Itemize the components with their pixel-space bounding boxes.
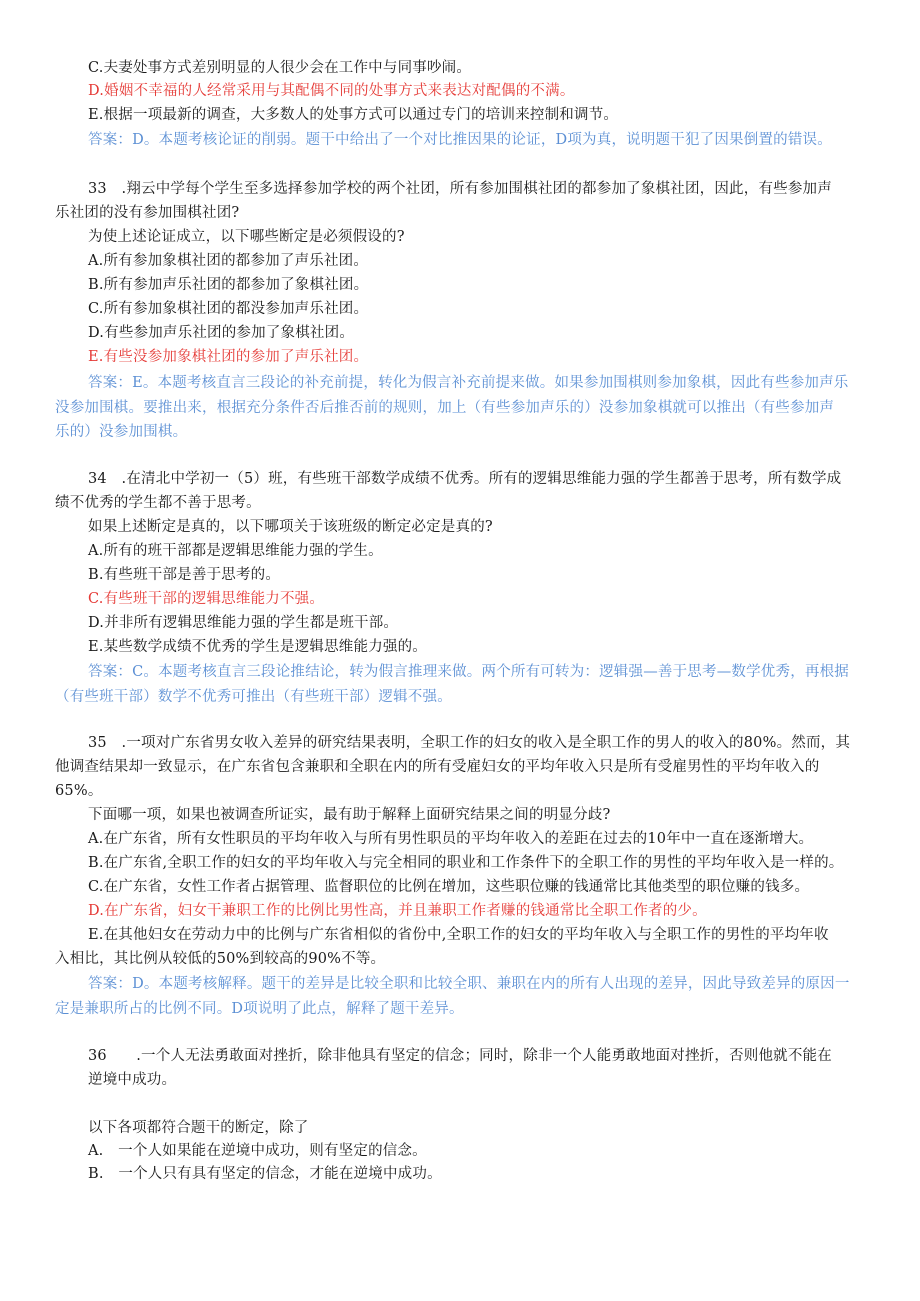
q36-option-b: B. 一个人只有具有坚定的信念，才能在逆境中成功。 [88,1166,442,1182]
q36-question: 以下各项都符合题干的断定，除了 [88,1120,309,1136]
q33-question: 为使上述论证成立，以下哪些断定是必须假设的? [88,229,405,245]
q33-option-b: B.所有参加声乐社团的都参加了象棋社团。 [88,277,369,293]
q32-option-c: C.夫妻处事方式差别明显的人很少会在工作中与同事吵闹。 [88,60,472,76]
q35-option-c: C.在广东省，女性工作者占据管理、监督职位的比例在增加，这些职位赚的钱通常比其他类型的职位赚的钱多。 [88,879,810,895]
q32-answer: 答案：D。本题考核论证的削弱。题干中给出了一个对比推因果的论证，D项为真，说明题干犯了因果倒置的错误。 [88,132,832,148]
q33-answer-line3: 乐的）没参加围棋。 [55,424,188,440]
q35-question: 下面哪一项，如果也被调查所证实，最有助于解释上面研究结果之间的明显分歧? [88,807,611,823]
q35-stem-line2: 他调查结果却一致显示，在广东省包含兼职和全职在内的所有受雇妇女的平均年收入只是所有受雇男性的平均年收入的 [55,759,820,775]
q35-option-a: A.在广东省，所有女性职员的平均年收入与所有男性职员的平均年收入的差距在过去的10年中一直在逐渐增大。 [88,831,814,847]
q34-stem-line2: 绩不优秀的学生都不善于思考。 [55,495,261,511]
q33-answer-line1: 答案：E。本题考核直言三段论的补充前提，转化为假言补充前提来做。如果参加围棋则参加象棋，因此有些参加声乐 [88,375,849,391]
q34-answer-line1: 答案：C。本题考核直言三段论推结论，转为假言推理来做。两个所有可转为：逻辑强—善于思考—数学优秀，再根据 [88,664,849,680]
q34-answer-line2: （有些班干部）数学不优秀可推出（有些班干部）逻辑不强。 [55,689,452,705]
q34-question: 如果上述断定是真的，以下哪项关于该班级的断定必定是真的? [88,519,493,535]
q35-answer-line2: 定是兼职所占的比例不同。D项说明了此点，解释了题干差异。 [55,1001,464,1017]
q33-option-c: C.所有参加象棋社团的都没参加声乐社团。 [88,301,369,317]
q36-option-a: A. 一个人如果能在逆境中成功，则有坚定的信念。 [88,1143,427,1159]
q35-answer-line1: 答案：D。本题考核解释。题干的差异是比较全职和比较全职、兼职在内的所有人出现的差异，因此导致差异的原因一 [88,976,850,992]
q34-option-e: E.某些数学成绩不优秀的学生是逻辑思维能力强的。 [88,639,427,655]
q35-stem-line3: 65%。 [55,783,103,799]
q33-option-d: D.有些参加声乐社团的参加了象棋社团。 [88,325,355,341]
q36-stem-line1: 36 .一个人无法勇敢面对挫折，除非他具有坚定的信念；同时，除非一个人能勇敢地面对挫折，否则他就不能在 [88,1048,832,1064]
q35-stem-line1: 35 .一项对广东省男女收入差异的研究结果表明，全职工作的妇女的收入是全职工作的男人的收入的80%。然而，其 [88,735,851,751]
q32-option-e: E.根据一项最新的调查，大多数人的处事方式可以通过专门的培训来控制和调节。 [88,107,619,123]
q34-stem-line1: 34 .在清北中学初一（5）班，有些班干部数学成绩不优秀。所有的逻辑思维能力强的学生都善于思考，所有数学成 [88,471,842,487]
q35-option-e-line2: 入相比，其比例从较低的50%到较高的90%不等。 [55,951,386,967]
q34-option-c-correct: C.有些班干部的逻辑思维能力不强。 [88,591,325,607]
q33-stem-line2: 乐社团的没有参加围棋社团? [55,205,240,221]
q35-option-d-correct: D.在广东省，妇女干兼职工作的比例比男性高，并且兼职工作者赚的钱通常比全职工作者的少。 [88,903,707,919]
q34-option-a: A.所有的班干部都是逻辑思维能力强的学生。 [88,543,383,559]
q33-option-e-correct: E.有些没参加象棋社团的参加了声乐社团。 [88,349,369,365]
q33-option-a: A.所有参加象棋社团的都参加了声乐社团。 [88,253,369,269]
q36-stem-line2: 逆境中成功。 [88,1072,177,1088]
q34-option-b: B.有些班干部是善于思考的。 [88,567,281,583]
q35-option-e-line1: E.在其他妇女在劳动力中的比例与广东省相似的省份中,全职工作的妇女的平均年收入与全职工作的男性的平均年收 [88,927,829,943]
q33-answer-line2: 没参加围棋。要推出来，根据充分条件否后推否前的规则，加上（有些参加声乐的）没参加象棋就可以推出（有些参加声 [55,400,835,416]
q35-option-b: B.在广东省,全职工作的妇女的平均年收入与完全相同的职业和工作条件下的全职工作的男性的平均年收入是一样的。 [88,855,844,871]
q34-option-d: D.并非所有逻辑思维能力强的学生都是班干部。 [88,615,399,631]
q33-stem-line1: 33 .翔云中学每个学生至多选择参加学校的两个社团，所有参加围棋社团的都参加了象棋社团，因此，有些参加声 [88,181,832,197]
q32-option-d-correct: D.婚姻不幸福的人经常采用与其配偶不同的处事方式来表达对配偶的不满。 [88,83,575,99]
